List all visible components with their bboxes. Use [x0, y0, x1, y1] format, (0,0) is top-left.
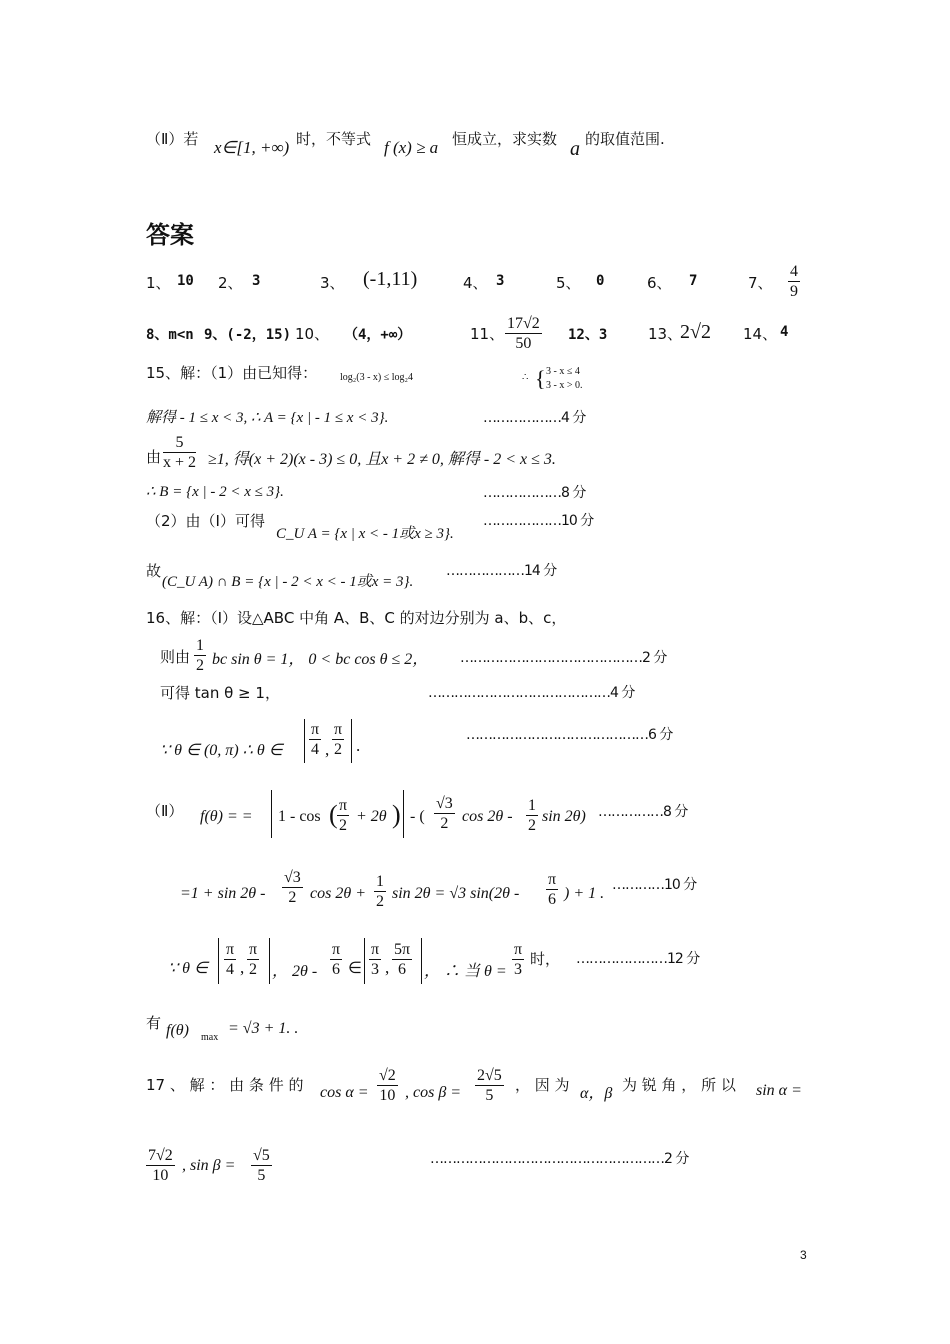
q15-line4: ∴ B = {x | - 2 < x ≤ 3}.	[146, 484, 284, 500]
q15-sys-bot: 3 - x > 0.	[546, 380, 583, 391]
q16-score6: ……………………………………6 分	[466, 727, 673, 743]
q16-score8: ……………8 分	[598, 804, 688, 820]
q16-l5-label: （Ⅱ）	[146, 802, 184, 820]
top-line-a: a	[570, 138, 580, 160]
answer-5: 0	[596, 273, 605, 289]
q16-l5-frac-pi2: $\frac{\pi}{2}$	[339, 797, 348, 834]
answer-13-label: 13、	[648, 325, 683, 343]
answer-3-label: 3、	[320, 274, 345, 292]
q16-l7-e: 时，	[530, 950, 561, 968]
q16-l5-i: sin 2θ)	[542, 808, 586, 825]
q16-l7-c: ∈	[348, 960, 362, 977]
q16-intro: 16、解：（Ⅰ）设△ABC 中角 A、B、C 的对边分别为 a、b、c，	[146, 609, 567, 627]
q16-l2-post: bc sin θ = 1， 0 < bc cos θ ≤ 2，	[212, 651, 429, 668]
q16-l6-frac-pi6: $\frac{\pi}{6}$	[548, 871, 557, 908]
q16-score2: ……………………………………2 分	[460, 650, 667, 666]
q17-m1-frac: $\frac{√2}{10}$	[379, 1067, 396, 1104]
answer-8: 8、m<n	[146, 327, 194, 343]
q15-score4: ………………4 分	[483, 410, 586, 426]
q16-l6-e: sin 2θ = √3 sin(2θ -	[392, 885, 520, 902]
q16-l4-frac1: $\frac{\pi}{4}$	[311, 721, 320, 758]
q17-score2: ………………………………………………2 分	[430, 1151, 689, 1167]
q16-l6-frac-half: $\frac{1}{2}$	[376, 873, 384, 910]
answer-10: （4，+∞）	[344, 327, 412, 343]
q16-l5-paren-close: )	[392, 800, 401, 829]
q17-l2-frac1: $\frac{7√2}{10}$	[148, 1147, 173, 1184]
q15-line3-post: ≥1, 得(x + 2)(x - 3) ≤ 0, 且x + 2 ≠ 0, 解得 - 2 < x ≤ 3.	[208, 451, 556, 468]
top-line-prefix: （Ⅱ）若	[146, 130, 199, 148]
q16-l5-e: - (	[410, 808, 425, 825]
answer-6-label: 6、	[647, 274, 672, 292]
q16-l6-frac-sqrt3: $\frac{√3}{2}$	[284, 869, 301, 906]
answer-1-label: 1、	[146, 274, 171, 292]
answer-7-label: 7、	[748, 274, 773, 292]
q15-line6-math: (C_U A) ∩ B = {x | - 2 < x < - 1或x = 3}.	[162, 574, 414, 590]
q16-l5-d: + 2θ	[356, 808, 387, 825]
q16-l7-frac2: $\frac{\pi}{2}$	[249, 941, 258, 978]
q16-l6-g: ) + 1 .	[564, 885, 605, 902]
answer-heading: 答案	[146, 221, 194, 249]
top-line-domain: x∈[1, +∞)	[214, 138, 290, 157]
answer-4: 3	[496, 273, 505, 289]
q16-l2-frac: $\frac{1}{2}$	[196, 637, 204, 674]
q16-l8-post: = √3 + 1. .	[228, 1020, 299, 1037]
q16-l7-d: ， ∴ 当 θ =	[424, 963, 507, 980]
answer-5-label: 5、	[556, 274, 581, 292]
answer-10-label: 10、	[295, 325, 330, 343]
q17-ab: α，β	[580, 1085, 613, 1102]
page-number: 3	[800, 1248, 807, 1262]
answer-2: 3	[252, 273, 261, 289]
top-line-ineq: f (x) ≥ a	[384, 138, 439, 157]
q16-l4-comma: ,	[325, 740, 330, 759]
q17-m2: , cos β =	[405, 1084, 462, 1101]
q15-log: log₂(3 - x) ≤ log₂4	[340, 372, 414, 383]
q15-therefore: ∴	[522, 372, 529, 383]
answer-13: 2√2	[680, 321, 711, 343]
q17-m1: cos α =	[320, 1084, 369, 1101]
q16-l7-frac6: $\frac{\pi}{3}$	[514, 941, 523, 978]
q16-l7-frac1: $\frac{\pi}{4}$	[226, 941, 235, 978]
q15-line3-pre: 由	[146, 448, 162, 466]
q16-l7-frac4: $\frac{\pi}{3}$	[371, 941, 380, 978]
q16-l6-c: cos 2θ +	[310, 885, 366, 902]
q15-line5-math: C_U A = {x | x < - 1或x ≥ 3}.	[276, 526, 454, 542]
q16-l8-sub: max	[201, 1032, 219, 1043]
answer-7-fraction: $\frac{4}{9}$	[790, 263, 798, 300]
q15-line6-pre: 故	[146, 562, 162, 580]
answer-12: 12、3	[568, 327, 608, 343]
q17-mid: ， 因 为	[515, 1076, 570, 1094]
answer-2-label: 2、	[218, 274, 243, 292]
q16-score10: …………10 分	[612, 877, 697, 893]
answer-11-fraction: $\frac{17√2}{50}$	[507, 315, 540, 352]
q16-l5-paren-open: (	[329, 800, 338, 829]
answer-6: 7	[689, 273, 698, 289]
answer-9: 9、(-2，15)	[204, 327, 292, 343]
q16-score4: ……………………………………4 分	[428, 685, 635, 701]
q16-l7-frac3: $\frac{\pi}{6}$	[332, 941, 341, 978]
q17-sina: sin α =	[756, 1082, 802, 1099]
q16-l5-a: f(θ) = =	[200, 808, 253, 825]
answer-14-label: 14、	[743, 325, 778, 343]
q17-tail: 为 锐 角 ， 所 以	[622, 1076, 736, 1094]
answer-3: (-1,11)	[363, 268, 418, 290]
q16-l3: 可得 tan θ ≥ 1，	[160, 684, 280, 702]
q15-score8: ………………8 分	[483, 485, 586, 501]
q16-l5-frac-half: $\frac{1}{2}$	[528, 797, 536, 834]
q16-l4-pre: ∵ θ ∈ (0, π) ∴ θ ∈	[160, 742, 283, 759]
q17-intro: 17 、 解 ： 由 条 件 的	[146, 1076, 304, 1094]
q15-score10: ………………10 分	[483, 513, 594, 529]
q15-line3-frac: $\frac{5}{x + 2}$	[163, 434, 197, 471]
answer-11-label: 11、	[470, 325, 505, 343]
q16-l8-pre: 有	[146, 1014, 162, 1032]
q15-score14: ………………14 分	[446, 563, 557, 579]
q16-l7-a: ∵ θ ∈	[168, 960, 208, 977]
q15-intro: 15、解：（1）由已知得：	[146, 364, 318, 382]
top-line-tail: 恒成立，求实数	[452, 130, 558, 148]
q17-m2-frac: $\frac{2√5}{5}$	[477, 1067, 502, 1104]
q16-l6-a: =1 + sin 2θ -	[180, 885, 266, 902]
q16-l5-b: 1 - cos	[278, 808, 321, 825]
q16-l4-post: .	[356, 736, 361, 755]
q15-brace: {	[535, 366, 546, 391]
answer-4-label: 4、	[463, 274, 488, 292]
q16-l7-b: ， 2θ -	[272, 963, 318, 980]
q16-score12: …………………12 分	[576, 951, 700, 967]
q16-l4-frac2: $\frac{\pi}{2}$	[334, 721, 343, 758]
q15-line2: 解得 - 1 ≤ x < 3, ∴ A = {x | - 1 ≤ x < 3}.	[146, 410, 389, 426]
q15-sys-top: 3 - x ≤ 4	[546, 366, 580, 377]
q17-l2-frac2: $\frac{√5}{5}$	[253, 1147, 270, 1184]
q16-l5-frac-sqrt3: $\frac{√3}{2}$	[436, 795, 453, 832]
q16-l5-g: cos 2θ -	[462, 808, 513, 825]
q17-l2-mid: , sin β =	[182, 1157, 236, 1174]
top-line-mid: 时，不等式	[296, 130, 372, 148]
q15-line5-pre: （2）由（Ⅰ）可得	[146, 512, 265, 530]
q16-l7-comma1: ,	[240, 958, 245, 977]
q16-l2-pre: 则由	[160, 648, 191, 666]
q16-l7-frac5: $\frac{5\pi}{6}$	[394, 941, 411, 978]
top-line-end: 的取值范围.	[585, 130, 665, 148]
q16-l8-math: f(θ)	[166, 1022, 189, 1039]
q16-l7-comma2: ,	[385, 958, 390, 977]
answer-1: 10	[177, 273, 194, 289]
answer-14: 4	[780, 324, 789, 340]
